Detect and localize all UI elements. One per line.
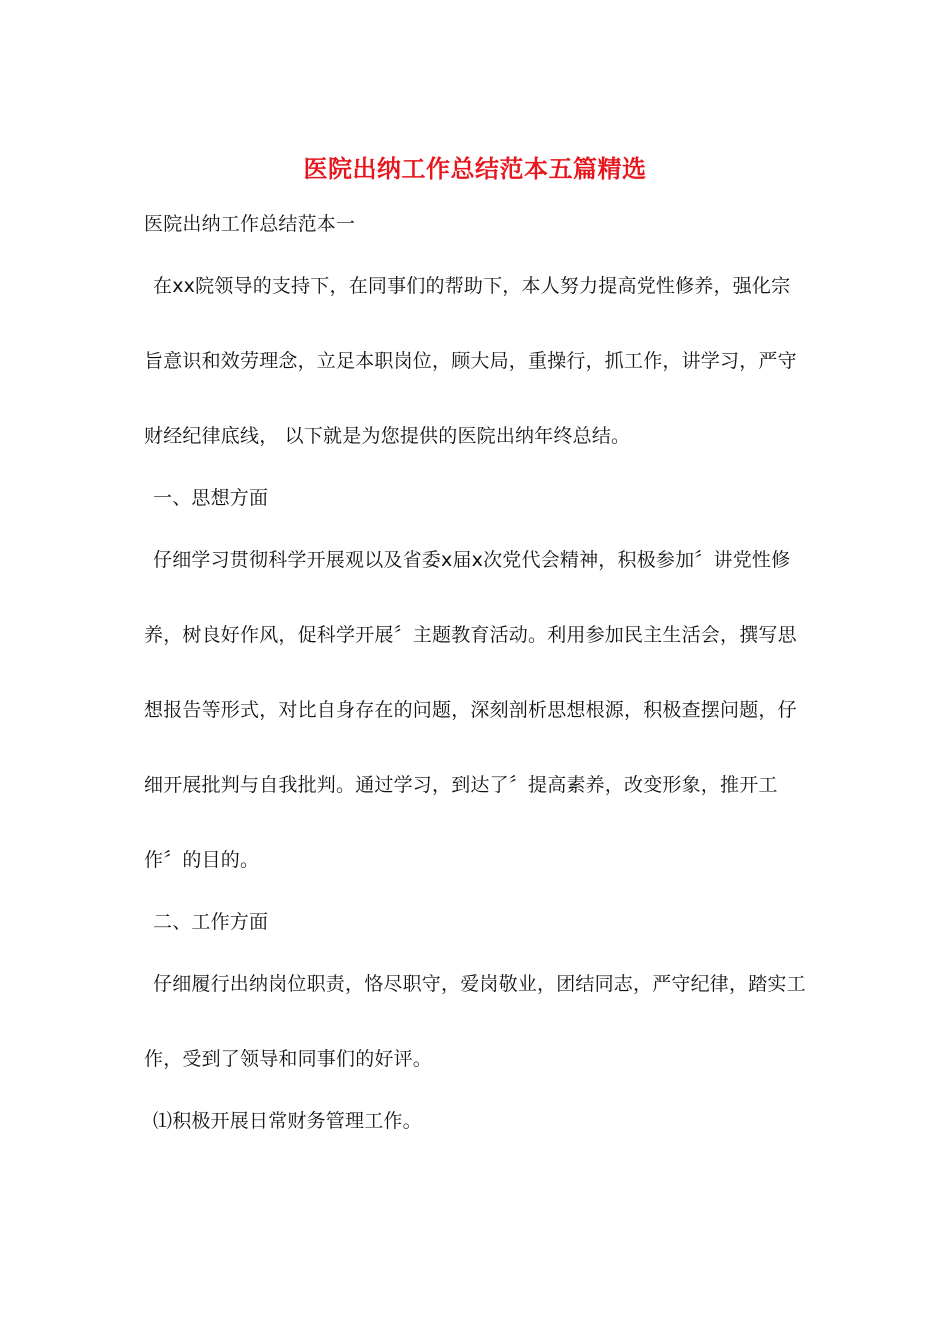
paragraph-line: 作〞的目的。 [144, 849, 260, 871]
paragraph-line: 财经纪律底线， 以下就是为您提供的医院出纳年终总结。 [144, 425, 631, 447]
paragraph-line: 仔细履行出纳岗位职责，恪尽职守，爱岗敬业，团结同志，严守纪律，踏实工 [153, 973, 806, 995]
subsection-heading: 二、工作方面 [153, 911, 269, 933]
section-heading: 医院出纳工作总结范本一 [144, 213, 356, 235]
paragraph-line: 在xx院领导的支持下，在同事们的帮助下，本人努力提高党性修养，强化宗 [153, 275, 791, 297]
subsection-heading: 一、思想方面 [153, 487, 269, 509]
paragraph-line: 作，受到了领导和同事们的好评。 [144, 1048, 433, 1070]
paragraph-line: 旨意识和效劳理念，立足本职岗位，顾大局，重操行，抓工作，讲学习，严守 [144, 350, 797, 372]
paragraph-line: 仔细学习贯彻科学开展观以及省委x届x次党代会精神，积极参加〞讲党性修 [153, 549, 791, 571]
paragraph-line: 细开展批判与自我批判。通过学习，到达了〞提高素养，改变形象，推开工 [144, 774, 778, 796]
list-item: ⑴积极开展日常财务管理工作。 [153, 1110, 422, 1132]
paragraph-line: 想报告等形式，对比自身存在的问题，深刻剖析思想根源，积极查摆问题，仔 [144, 699, 797, 721]
paragraph-line: 养，树良好作风，促科学开展〞主题教育活动。利用参加民主生活会，撰写思 [144, 624, 797, 646]
document-title: 医院出纳工作总结范本五篇精选 [303, 155, 647, 183]
